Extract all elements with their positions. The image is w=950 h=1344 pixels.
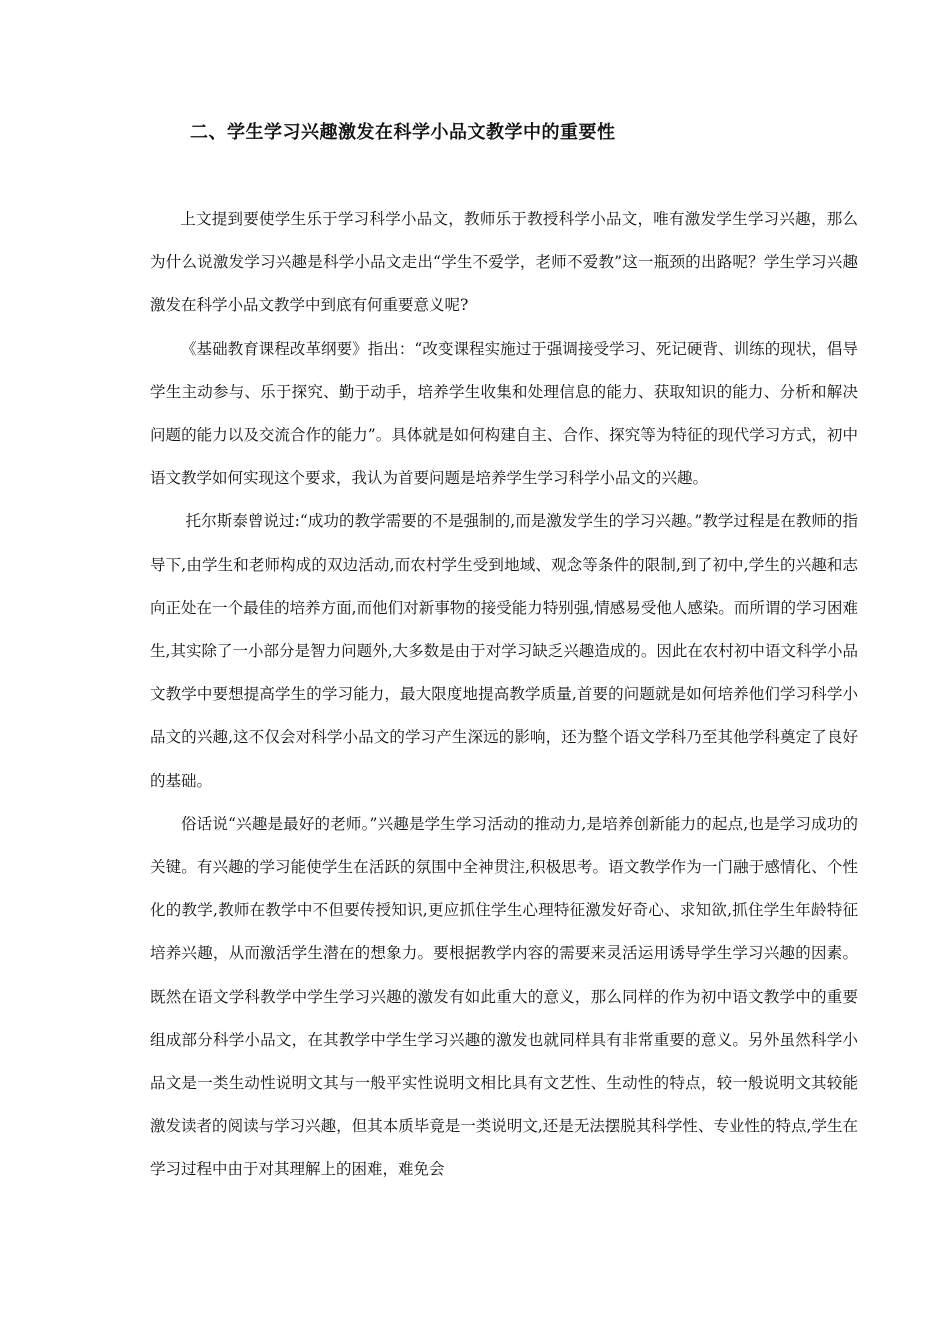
paragraph-curriculum-outline: 《基础教育课程改革纲要》指出：“改变课程实施过于强调接受学习、死记硬背、训练的现状，倡导学生主动参与、乐于探究、勤于动手，培养学生收集和处理信息的能力、获取知识的能力、分析和解决问题的能力以及交流合作的能力”。具体就是如何构建自主、合作、探究等为特征的现代学习方式，初中语文教学如何实现这个要求，我认为首要问题是培养学生学习科学小品文的兴趣。	[150, 339, 858, 488]
paragraph-intro: 上文提到要使学生乐于学习科学小品文，教师乐于教授科学小品文，唯有激发学生学习兴趣，那么为什么说激发学习兴趣是科学小品文走出“学生不爱学，老师不爱教”这一瓶颈的出路呢？学生学习兴趣激发在科学小品文教学中到底有何重要意义呢?	[150, 210, 858, 315]
paragraph-tolstoy-quote: 托尔斯泰曾说过:“成功的教学需要的不是强制的,而是激发学生的学习兴趣。”教学过程是在教师的指导下,由学生和老师构成的双边活动,而农村学生受到地域、观念等条件的限制,到了初中,学生的兴趣和志向正处在一个最佳的培养方面,而他们对新事物的接受能力特别强,情感易受他人感染。而所谓的学习困难生,其实除了一小部分是智力问题外,大多数是由于对学习缺乏兴趣造成的。因此在农村初中语文科学小品文教学中要想提高学生的学习能力，最大限度地提高教学质量,首要的问题就是如何培养他们学习科学小品文的兴趣,这不仅会对科学小品文的学习产生深远的影响，还为整个语文学科乃至其他学科奠定了良好的基础。	[150, 512, 858, 790]
paragraph-interest-teacher: 俗话说“兴趣是最好的老师。”兴趣是学生学习活动的推动力,是培养创新能力的起点,也是学习成功的关键。有兴趣的学习能使学生在活跃的氛围中全神贯注,积极思考。语文教学作为一门融于感情化、个性化的教学,教师在教学中不但要传授知识,更应抓住学生心理特征激发好奇心、求知欲,抓住学生年龄特征培养兴趣，从而激活学生潜在的想象力。要根据教学内容的需要来灵活运用诱导学生学习兴趣的因素。既然在语文学科教学中学生学习兴趣的激发有如此重大的意义，那么同样的作为初中语文教学中的重要组成部分科学小品文，在其教学中学生学习兴趣的激发也就同样具有非常重要的意义。另外虽然科学小品文是一类生动性说明文其与一般平实性说明文相比具有文艺性、生动性的特点，较一般说明文其较能激发读者的阅读与学习兴趣，但其本质毕竟是一类说明文,还是无法摆脱其科学性、专业性的特点,学生在学习过程中由于对其理解上的困难，难免会	[150, 814, 858, 1179]
section-heading: 二、学生学习兴趣激发在科学小品文教学中的重要性	[190, 122, 616, 143]
